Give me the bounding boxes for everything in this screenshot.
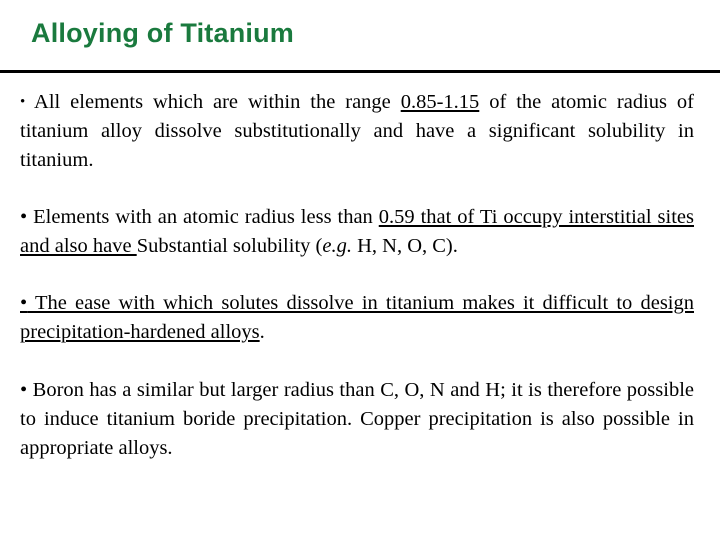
bullet-1-text: All elements which are within the range: [25, 91, 401, 113]
bullet-1-text-end: of the atomic radius of titanium alloy dissolve substitutionally and have a significant solubility in titanium.: [20, 91, 694, 171]
bullet-2-text-mid: Substantial solubility (: [136, 235, 323, 257]
bullet-marker: •: [20, 94, 26, 110]
bullet-2-eg: e.g.: [322, 235, 352, 257]
bullet-2-underlined: 0.59 that of Ti occupy interstitial sites and also have: [20, 206, 694, 257]
bullet-2-text-end: H, N, O, C).: [351, 235, 458, 257]
bullet-3-period: .: [259, 321, 265, 343]
bullet-marker: •: [20, 206, 28, 228]
bullet-paragraph-4: [20, 376, 694, 463]
bullet-4-text: Boron has a similar but larger radius than C, O, N and H; it is therefore possible to induce titanium boride precipitation. Copper precipitation is also possible in appropriate alloys.: [20, 379, 694, 459]
bullet-paragraph-2: [20, 203, 694, 261]
bullet-marker: •: [20, 292, 28, 314]
title-divider: [0, 70, 720, 73]
bullet-2-text: Elements with an atomic radius less than: [27, 206, 379, 228]
bullet-paragraph-1: [20, 88, 694, 175]
bullet-marker: •: [20, 379, 28, 401]
bullet-3-underlined: The ease with which solutes dissolve in titanium makes it difficult to design precipitation-hardened alloys: [20, 292, 694, 343]
bullet-paragraph-3: [20, 289, 694, 347]
page-title: Alloying of Titanium: [31, 18, 294, 48]
bullet-1-range: 0.85-1.15: [400, 91, 480, 113]
